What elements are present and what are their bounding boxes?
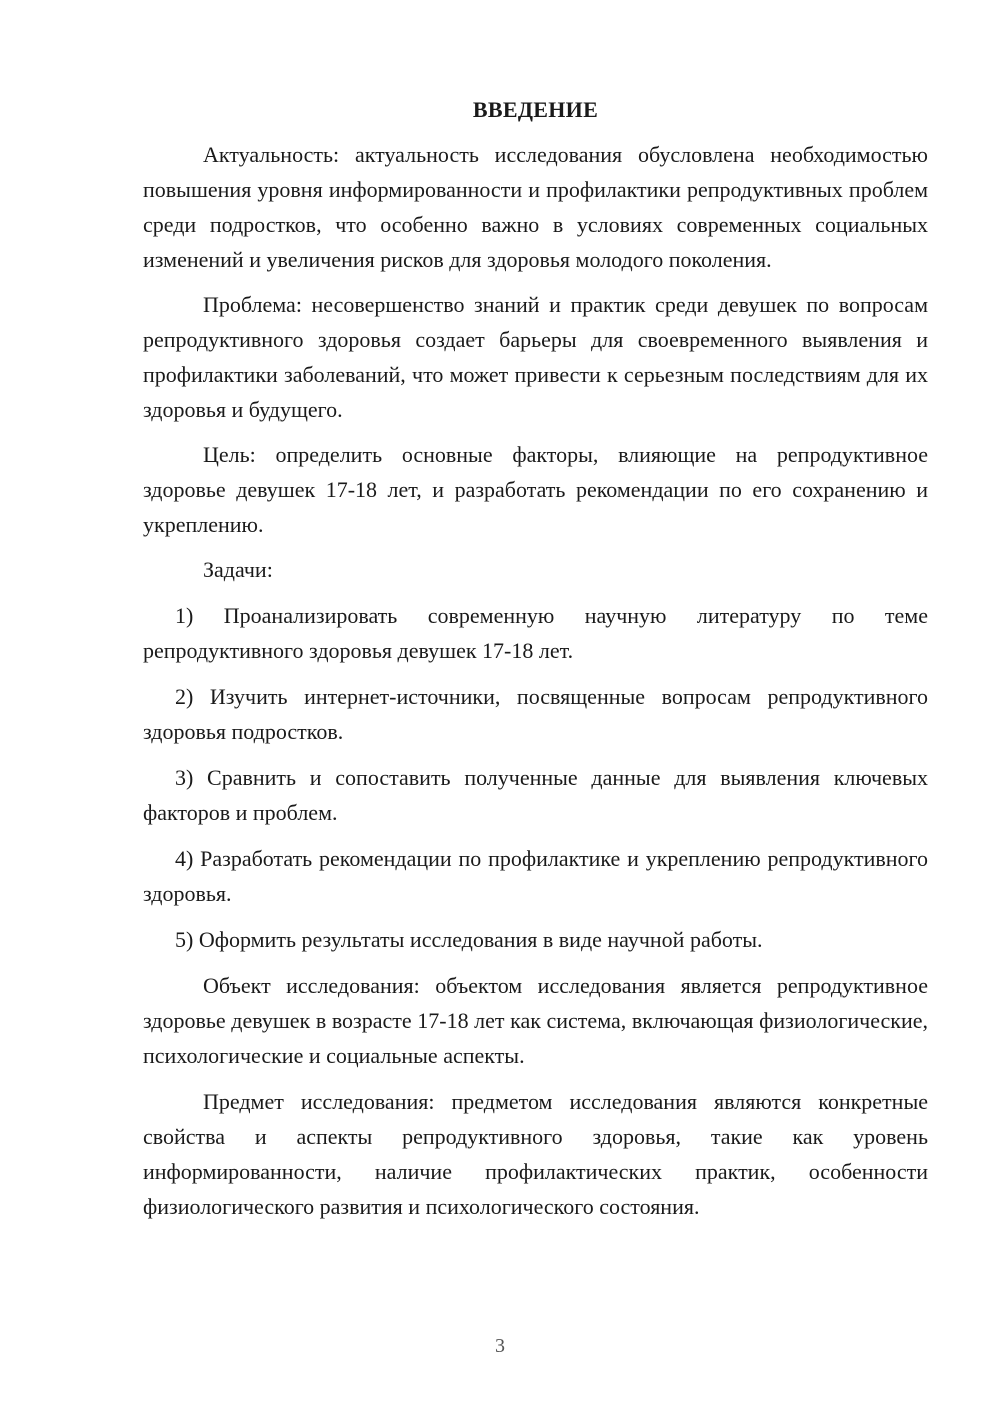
paragraph-goal: Цель: определить основные факторы, влияющие на репродуктивное здоровье девушек 17-18 лет, и разработать рекомендации по его сохранению и укреплению.: [143, 442, 928, 537]
paragraph-problem: Проблема: несовершенство знаний и практик среди девушек по вопросам репродуктивного здоровья создает барьеры для своевременного выявления и профилактики заболеваний, что может привести к серьезным последствиям для их здоровья и будущего.: [143, 292, 928, 422]
task-item: 3) Сравнить и сопоставить полученные данные для выявления ключевых факторов и проблем.: [143, 765, 928, 825]
task-item: 5) Оформить результаты исследования в виде научной работы.: [175, 927, 763, 952]
section-title: ВВЕДЕНИЕ: [472, 97, 599, 122]
tasks-heading: Задачи:: [203, 557, 273, 582]
task-item: 2) Изучить интернет-источники, посвященные вопросам репродуктивного здоровья подростков.: [143, 684, 928, 744]
document-page: [143, 95, 928, 1224]
paragraph-object: Объект исследования: объектом исследования является репродуктивное здоровье девушек в возрасте 17-18 лет как система, включающая физиологические, психологические и социальные аспекты.: [143, 973, 928, 1068]
task-item: 1) Проанализировать современную научную литературу по теме репродуктивного здоровья девушек 17-18 лет.: [143, 603, 928, 663]
page-number: 3: [495, 1335, 505, 1357]
paragraph-relevance: Актуальность: актуальность исследования обусловлена необходимостью повышения уровня информированности и профилактики репродуктивных проблем среди подростков, что особенно важно в условиях современных социальных изменений и увеличения рисков для здоровья молодого поколения.: [143, 142, 928, 272]
paragraph-subject: Предмет исследования: предметом исследования являются конкретные свойства и аспекты репродуктивного здоровья, такие как уровень информированности, наличие профилактических практик, особенности физиологического развития и психологического состояния.: [143, 1089, 928, 1219]
task-item: 4) Разработать рекомендации по профилактике и укреплению репродуктивного здоровья.: [143, 846, 928, 906]
